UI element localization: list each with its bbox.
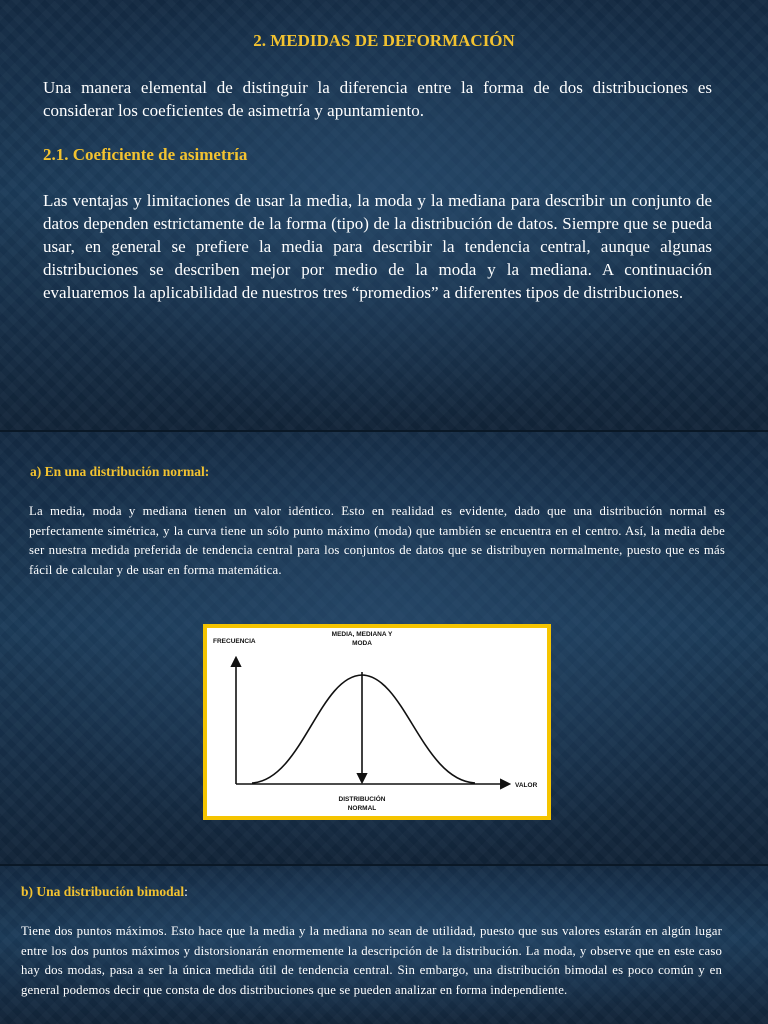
body-paragraph: Las ventajas y limitaciones de usar la media, la moda y la mediana para describir un conjunto de datos dependen estrictamente de la forma (tipo) de la distribución de datos. Siempre que se pueda usar, en general se prefiere la media para describir la tendencia central, aunque algunas distribuciones se describen mejor por medio de la moda y la mediana. A continuación evaluaremos la aplicabilidad de nuestros tres “promedios” a diferentes tipos de distribuciones. [43,191,712,302]
slide-title: 2. MEDIDAS DE DEFORMACIÓN [253,31,515,50]
normal-curve-diagram [207,628,547,816]
slide-distribucion-normal [0,432,768,864]
x-axis-label: VALOR [515,782,538,789]
heading-colon: : [184,884,188,899]
body-paragraph: Tiene dos puntos máximos. Esto hace que la media y la mediana no sean de utilidad, puesto que sus valores estarán en algún lugar entre los dos puntos máximos y distorsionarán enormemente la descripción de la distribución. La moda, y observe que en este caso hay dos modas, pasa a ser la única medida útil de tendencia central. Sin embargo, una distribución bimodal es poco común y en general podemos decir que consta de dos distribuciones que se pueden analizar en forma independiente. [21,924,722,997]
slide-distribucion-bimodal [0,866,768,1024]
heading-text: b) Una distribución bimodal [21,884,185,899]
figure-caption: DISTRIBUCIÓN NORMAL [338,796,386,812]
slide-medidas-deformacion [0,0,768,430]
section-heading: a) En una distribución normal: [30,464,210,479]
section-heading [21,884,188,900]
y-axis-label: FRECUENCIA [213,638,256,645]
body-paragraph: La media, moda y mediana tienen un valor idéntico. Esto en realidad es evidente, dado que una distribución normal es perfectamente simétrica, y la curva tiene un sólo punto máximo (moda) que también se encuentra en el centro. Así, la media debe ser nuestra medida preferida de tendencia central para los conjuntos de datos que se distribuyen normalmente, puesto que es más fácil de calcular y de usar en forma matemática. [29,504,725,577]
normal-distribution-figure [203,624,551,820]
peak-label: MEDIA, MEDIANA Y MODA [331,631,393,647]
section-subtitle: 2.1. Coeficiente de asimetría [43,145,248,164]
normal-curve [252,675,475,783]
intro-paragraph: Una manera elemental de distinguir la diferencia entre la forma de dos distribuciones es considerar los coeficientes de asimetría y apuntamiento. [43,78,712,120]
